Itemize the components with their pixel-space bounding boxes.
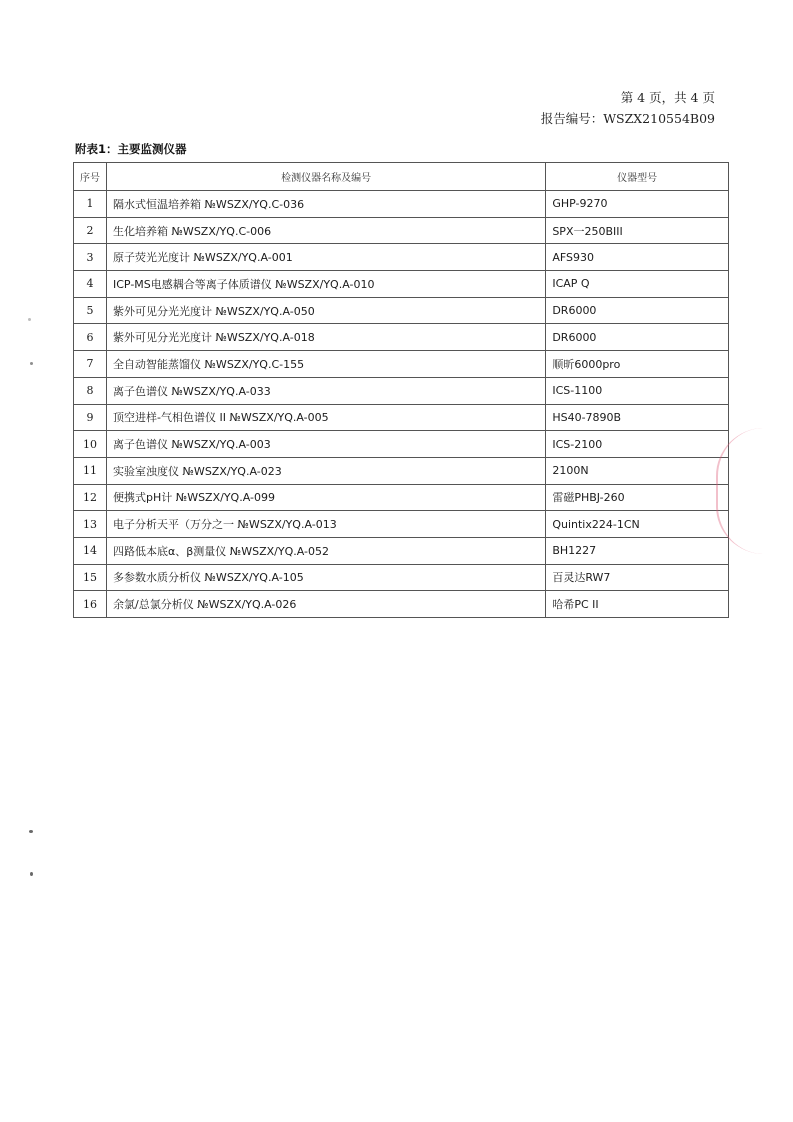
row-number: 8 [74,377,107,404]
table-row [74,537,729,564]
row-number: 6 [74,324,107,351]
row-number: 14 [74,537,107,564]
row-number: 2 [74,217,107,244]
instrument-model: 2100N [546,457,729,484]
instrument-model: AFS930 [546,244,729,271]
instrument-name: 多参数水质分析仪 №WSZX/YQ.A-105 [107,564,546,591]
instrument-name: 余氯/总氯分析仪 №WSZX/YQ.A-026 [107,591,546,618]
scan-speck [29,830,33,833]
table-row [74,324,729,351]
instrument-model: SPX一250BIII [546,217,729,244]
row-number: 1 [74,191,107,218]
instrument-name: 生化培养箱 №WSZX/YQ.C-006 [107,217,546,244]
scan-speck [28,318,31,321]
row-number: 13 [74,511,107,538]
instrument-model: ICS-1100 [546,377,729,404]
table-row [74,191,729,218]
table-row [74,591,729,618]
instrument-name: 离子色谱仪 №WSZX/YQ.A-033 [107,377,546,404]
table-header-row [74,163,729,191]
instrument-model: ICAP Q [546,271,729,298]
instrument-model: 雷磁PHBJ-260 [546,484,729,511]
page-number: 第 4 页，共 4 页 [620,90,715,105]
instrument-model: BH1227 [546,537,729,564]
row-number: 3 [74,244,107,271]
column-header-model: 仪器型号 [546,163,729,191]
table-row [74,404,729,431]
instrument-name: 四路低本底α、β测量仪 №WSZX/YQ.A-052 [107,537,546,564]
table-row [74,511,729,538]
table-row [74,271,729,298]
instrument-model: Quintix224-1CN [546,511,729,538]
table-row [74,297,729,324]
instrument-model: 哈希PC II [546,591,729,618]
scan-speck [30,362,33,365]
table-row [74,457,729,484]
table-row [74,564,729,591]
row-number: 7 [74,351,107,378]
row-number: 12 [74,484,107,511]
row-number: 16 [74,591,107,618]
instrument-name: 便携式pH计 №WSZX/YQ.A-099 [107,484,546,511]
row-number: 5 [74,297,107,324]
table-row [74,351,729,378]
instrument-table [73,162,729,618]
table-row [74,484,729,511]
table-row [74,244,729,271]
instrument-model: HS40-7890B [546,404,729,431]
instrument-name: 紫外可见分光光度计 №WSZX/YQ.A-050 [107,297,546,324]
instrument-model: DR6000 [546,324,729,351]
instrument-name: 顶空进样-气相色谱仪 II №WSZX/YQ.A-005 [107,404,546,431]
instrument-name: 离子色谱仪 №WSZX/YQ.A-003 [107,431,546,458]
instrument-name: 电子分析天平（万分之一 №WSZX/YQ.A-013 [107,511,546,538]
instrument-name: ICP-MS电感耦合等离子体质谱仪 №WSZX/YQ.A-010 [107,271,546,298]
row-number: 10 [74,431,107,458]
instrument-name: 紫外可见分光光度计 №WSZX/YQ.A-018 [107,324,546,351]
report-number: 报告编号：WSZX210554B09 [540,111,715,126]
instrument-model: 百灵达RW7 [546,564,729,591]
column-header-no: 序号 [74,163,107,191]
instrument-name: 实验室浊度仪 №WSZX/YQ.A-023 [107,457,546,484]
instrument-model: GHP-9270 [546,191,729,218]
page-header [541,87,715,129]
row-number: 11 [74,457,107,484]
instrument-model: DR6000 [546,297,729,324]
row-number: 9 [74,404,107,431]
appendix-title: 附表1：主要监测仪器 [75,142,187,156]
table-row [74,431,729,458]
row-number: 15 [74,564,107,591]
instrument-model: ICS-2100 [546,431,729,458]
table-row [74,377,729,404]
row-number: 4 [74,271,107,298]
table-row [74,217,729,244]
instrument-model: 顺昕6000pro [546,351,729,378]
instrument-name: 隔水式恒温培养箱 №WSZX/YQ.C-036 [107,191,546,218]
instrument-name: 原子荧光光度计 №WSZX/YQ.A-001 [107,244,546,271]
scan-speck [30,872,33,876]
instrument-name: 全自动智能蒸馏仪 №WSZX/YQ.C-155 [107,351,546,378]
column-header-name: 检测仪器名称及编号 [107,163,546,191]
